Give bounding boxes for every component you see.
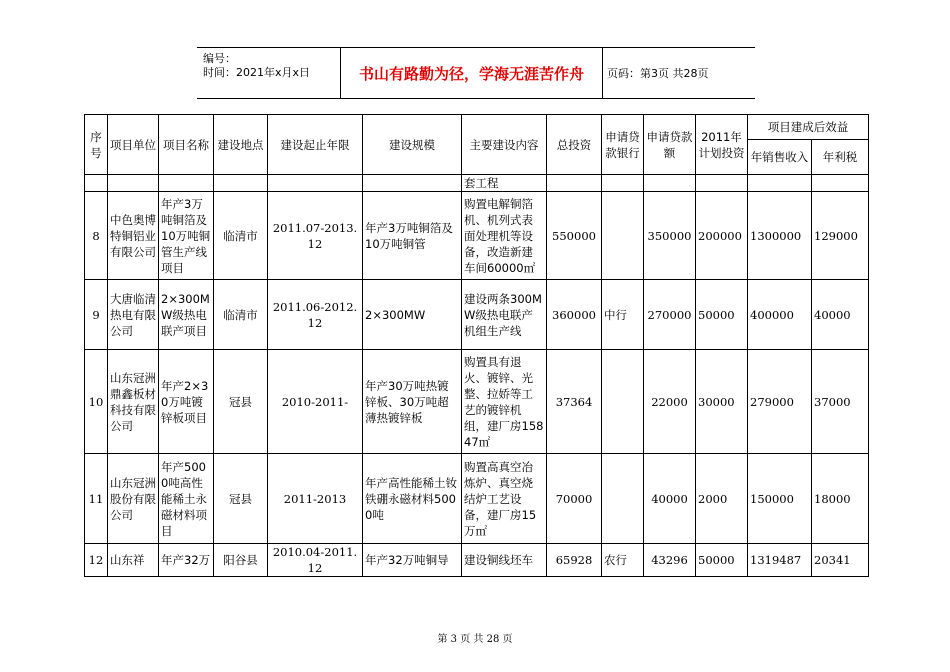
header-profit: 年利税 [812,140,869,175]
cell-sales: 400000 [748,280,812,350]
cell-unit: 大唐临清热电有限公司 [108,280,159,350]
table-row [85,280,869,350]
motto: 书山有路勤为径，学海无涯苦作舟 [340,48,603,98]
header-left [197,48,340,98]
cell-total: 70000 [547,454,602,544]
header-unit: 项目单位 [108,115,159,175]
cell-location: 冠县 [214,350,268,454]
header-row-1 [85,115,869,140]
cell-bank: 中行 [602,280,644,350]
cell-content: 建设铜线坯车 [462,544,547,577]
header-total: 总投资 [547,115,602,175]
cell-seq: 12 [85,544,108,577]
header-sales: 年销售收入 [748,140,812,175]
cell-period: 2011-2013 [268,454,363,544]
header-scale: 建设规模 [363,115,462,175]
cell-profit: 129000 [812,192,869,280]
cell-plan: 50000 [696,544,748,577]
page-header [197,47,755,99]
cell-scale: 年产高性能稀土钕铁硼永磁材料5000吨 [363,454,462,544]
cell-plan: 50000 [696,280,748,350]
cell-bank [602,350,644,454]
cell-unit: 山东冠洲股份有限公司 [108,454,159,544]
cell-total: 550000 [547,192,602,280]
cell-sales: 150000 [748,454,812,544]
cell-scale: 2×300MW [363,280,462,350]
cell-seq: 8 [85,192,108,280]
cell-unit: 山东祥 [108,544,159,577]
cell-scale: 年产3万吨铜箔及10万吨铜管 [363,192,462,280]
continuation-row [85,175,869,192]
cell-name: 年产5000吨高性能稀土永磁材料项目 [159,454,214,544]
header-plan: 2011年计划投资 [696,115,748,175]
page-info: 页码：第3页 共28页 [607,67,709,80]
table-row [85,544,869,577]
cell-scale: 年产30万吨热镀锌板、30万吨超薄热镀锌板 [363,350,462,454]
cell-location: 阳谷县 [214,544,268,577]
cell-plan: 30000 [696,350,748,454]
cell-seq: 10 [85,350,108,454]
header-loan: 申请贷款额 [644,115,696,175]
number-label: 编号： [203,52,236,65]
cell-profit: 40000 [812,280,869,350]
project-table [84,114,869,577]
time-label: 时间：2021年x月x日 [203,66,311,79]
header-period: 建设起止年限 [268,115,363,175]
table-row [85,454,869,544]
cell-sales: 1319487 [748,544,812,577]
cell-loan: 270000 [644,280,696,350]
cell-period: 2011.07-2013.12 [268,192,363,280]
cell-sales: 1300000 [748,192,812,280]
cell-scale: 年产32万吨铜导 [363,544,462,577]
cell-loan: 22000 [644,350,696,454]
cell-plan: 200000 [696,192,748,280]
cell-total: 360000 [547,280,602,350]
header-content: 主要建设内容 [462,115,547,175]
cell-profit: 37000 [812,350,869,454]
cell-plan: 2000 [696,454,748,544]
cell-profit: 20341 [812,544,869,577]
cell-name: 2×300MW级热电联产项目 [159,280,214,350]
cell-location: 冠县 [214,454,268,544]
cell-total: 37364 [547,350,602,454]
cell-content: 购置具有退火、镀锌、光整、拉娇等工艺的镀锌机组，建厂房15847㎡ [462,350,547,454]
table-row [85,192,869,280]
header-name: 项目名称 [159,115,214,175]
cell-period: 2011.06-2012.12 [268,280,363,350]
cell-name: 年产2×30万吨镀锌板项目 [159,350,214,454]
cell-profit: 18000 [812,454,869,544]
continuation-text: 套工程 [462,175,547,192]
cell-bank [602,454,644,544]
page-footer: 第 3 页 共 28 页 [437,634,513,645]
table-row [85,350,869,454]
cell-location: 临清市 [214,280,268,350]
header-location: 建设地点 [214,115,268,175]
cell-period: 2010-2011- [268,350,363,454]
cell-total: 65928 [547,544,602,577]
cell-bank [602,192,644,280]
cell-bank: 农行 [602,544,644,577]
cell-loan: 40000 [644,454,696,544]
cell-content: 购置高真空冶炼炉、真空烧结炉工艺设备，建厂房15万㎡ [462,454,547,544]
header-seq: 序号 [85,115,108,175]
cell-content: 购置电解铜箔机、机列式表面处理机等设备，改造新建车间60000㎡ [462,192,547,280]
header-bank: 申请贷款银行 [602,115,644,175]
cell-loan: 350000 [644,192,696,280]
cell-name: 年产3万吨铜箔及10万吨铜管生产线项目 [159,192,214,280]
cell-sales: 279000 [748,350,812,454]
cell-loan: 43296 [644,544,696,577]
cell-name: 年产32万 [159,544,214,577]
cell-unit: 山东冠洲鼎鑫板材科技有限公司 [108,350,159,454]
cell-location: 临清市 [214,192,268,280]
cell-period: 2010.04-2011.12 [268,544,363,577]
cell-unit: 中色奥博特铜铝业有限公司 [108,192,159,280]
cell-seq: 9 [85,280,108,350]
header-benefit: 项目建成后效益 [748,115,869,140]
cell-seq: 11 [85,454,108,544]
cell-content: 建设两条300MW级热电联产机组生产线 [462,280,547,350]
